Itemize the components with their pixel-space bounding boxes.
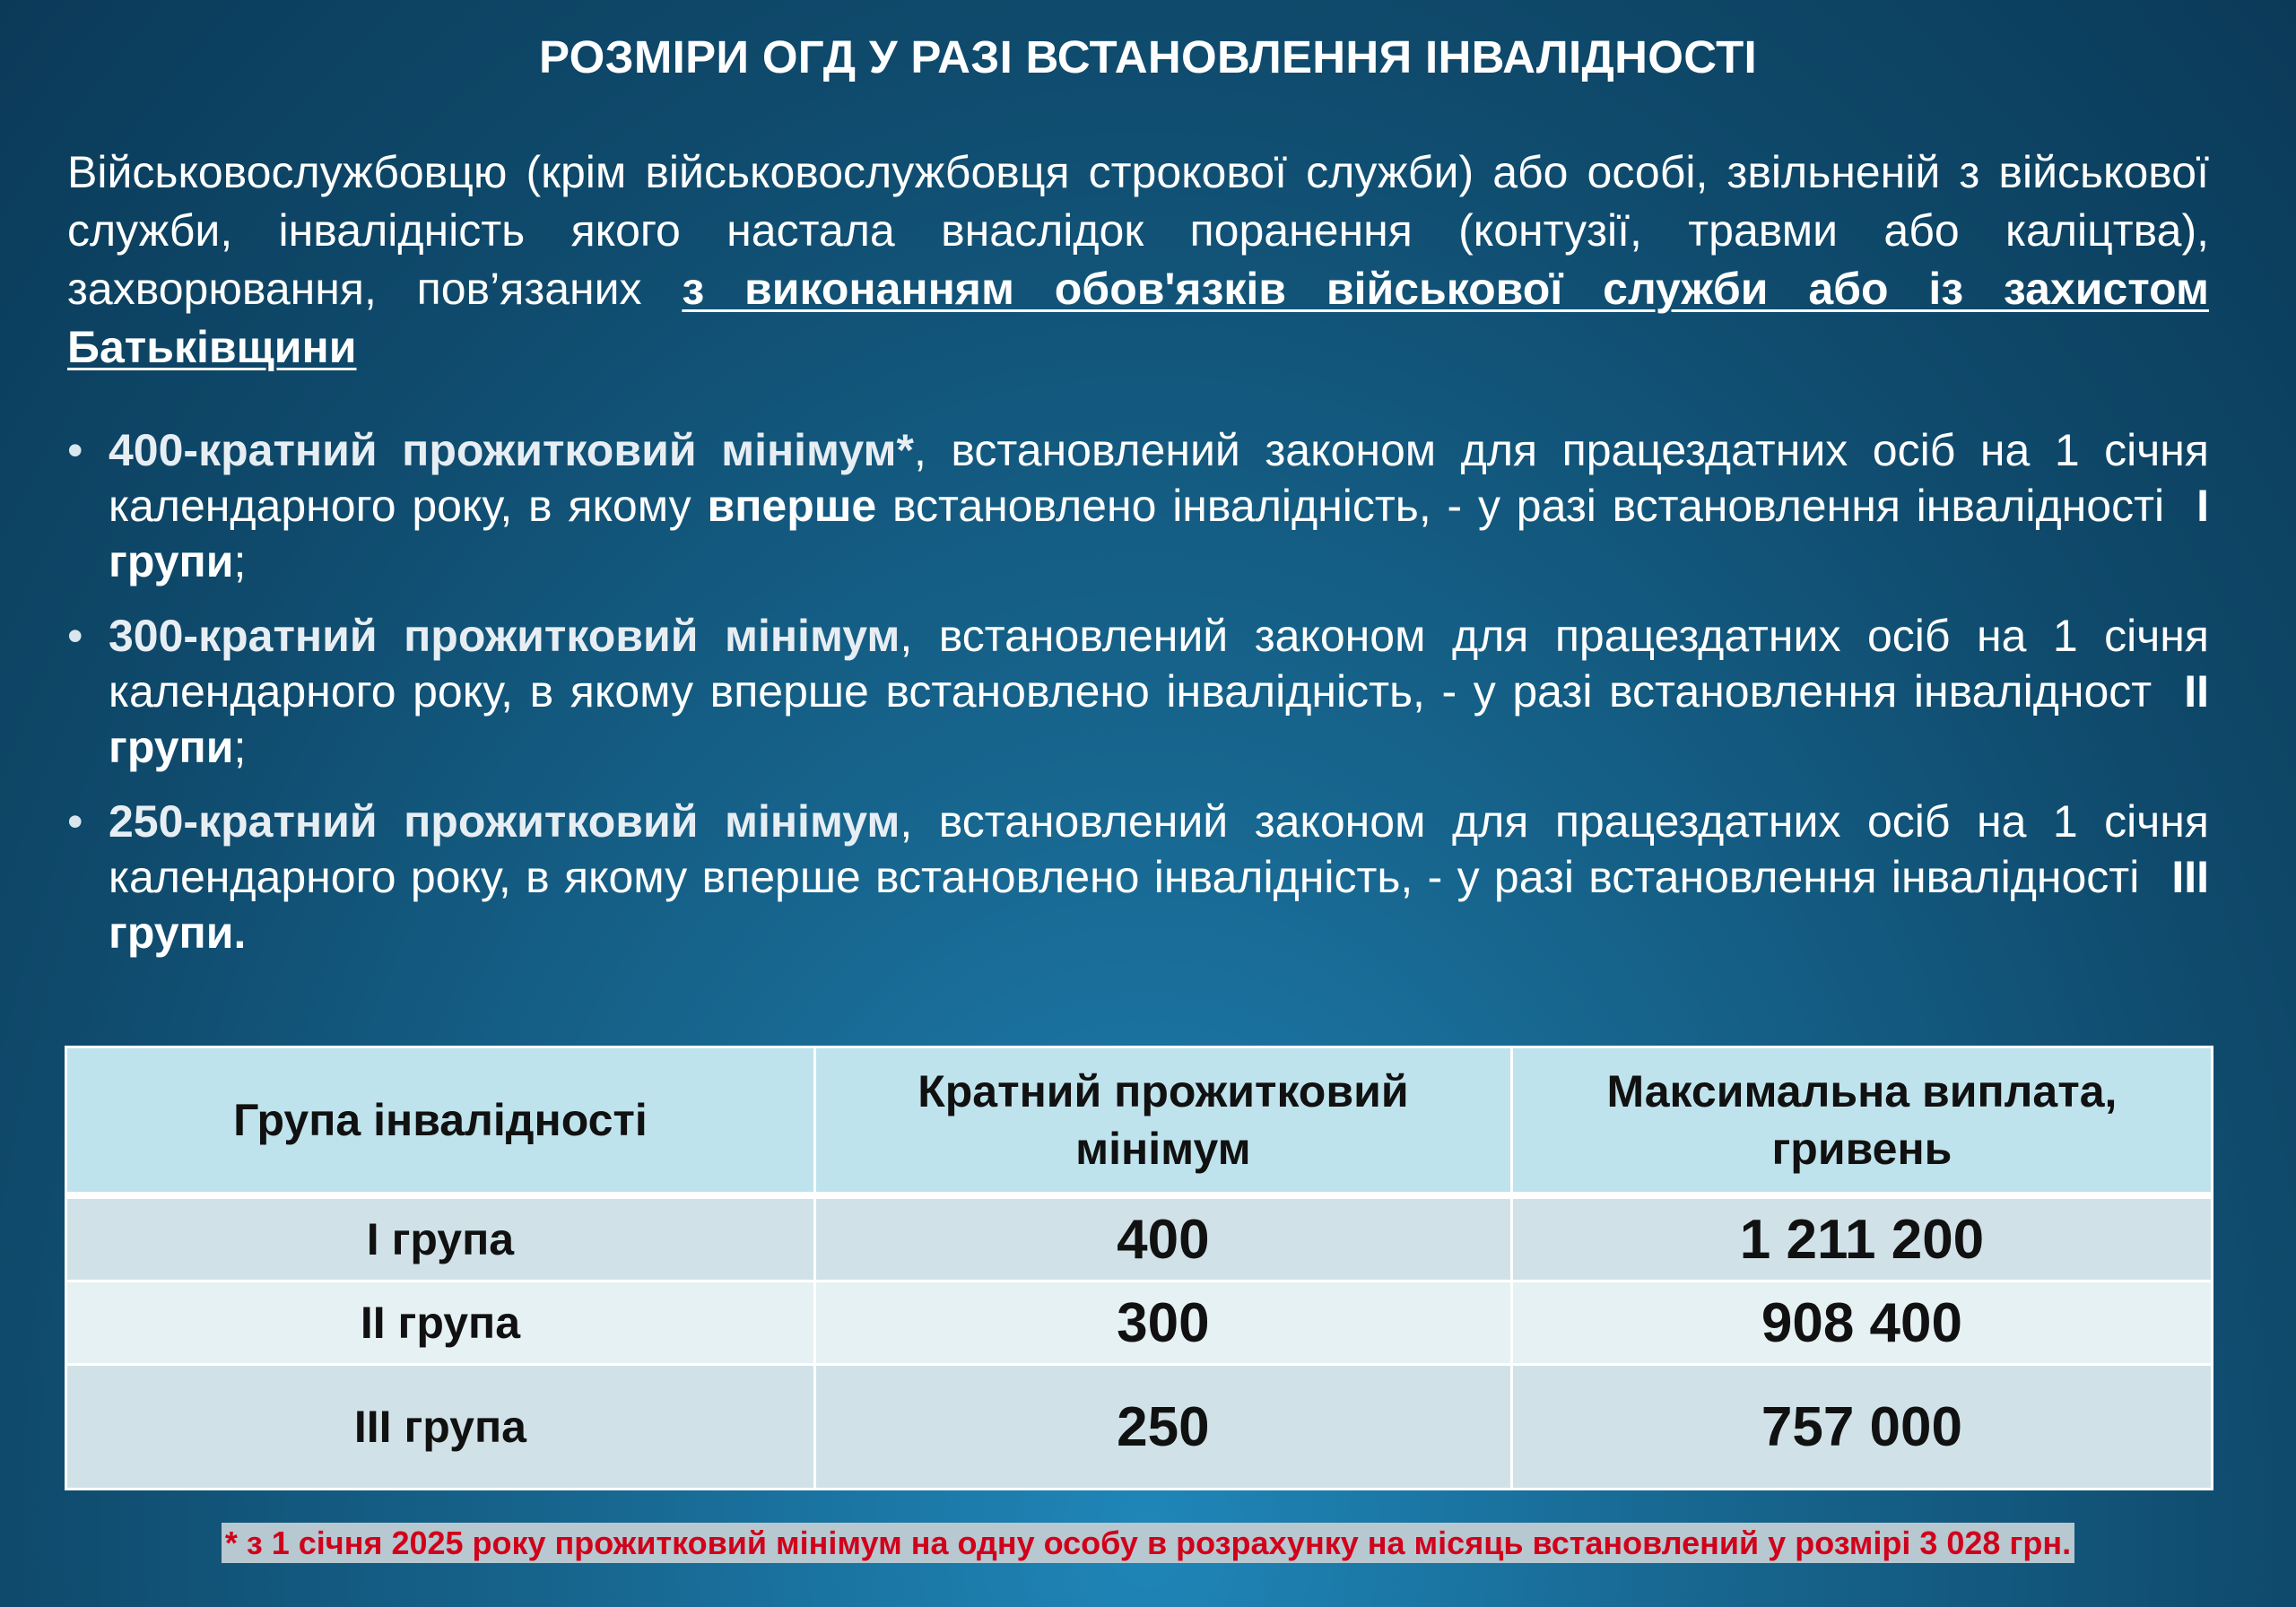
bullet-text: , встановлений законом для працездатних осіб на 1 січня календарного року, в якому вперше встановлено інвалідність, - у разі встановлення інвалідност: [109, 611, 2209, 717]
table-row: [66, 1195, 2213, 1281]
table-header-cell: Кратний прожитковий мінімум: [814, 1047, 1511, 1196]
bullet-group: ІІ групи: [109, 666, 2209, 772]
footnote: [0, 1524, 2296, 1562]
table-cell-amount: 1 211 200: [1511, 1195, 2212, 1281]
bullet-lead: 400-кратний прожитковий мінімум*: [109, 425, 914, 475]
table-cell-group: ІІІ група: [66, 1365, 815, 1490]
table-header-cell: Група інвалідності: [66, 1047, 815, 1196]
table-cell-amount: 908 400: [1511, 1281, 2212, 1365]
table-cell-amount: 757 000: [1511, 1365, 2212, 1490]
footnote-text: * з 1 січня 2025 року прожитковий мінімум на одну особу в розрахунку на місяць встановлений у розмірі 3 028 грн.: [222, 1523, 2074, 1563]
table-row: [66, 1365, 2213, 1490]
table-header-row: [66, 1047, 2213, 1196]
payment-table: [65, 1046, 2213, 1490]
table-header-cell: Максимальна виплата, гривень: [1511, 1047, 2212, 1196]
table-cell-group: І група: [66, 1195, 815, 1281]
table-cell-multiplier: 300: [814, 1281, 1511, 1365]
intro-text: Військовослужбовцю (крім військовослужбовця строкової служби) або особі, звільненій з військової служби, інвалідність якого настала внаслідок поранення (контузії, травми або каліцтва), захворювання, пов’язаних: [67, 147, 2209, 314]
bullet-lead: 250-кратний прожитковий мінімум: [109, 796, 900, 847]
bullet-bold-word: вперше: [707, 481, 877, 531]
table-cell-multiplier: 250: [814, 1365, 1511, 1490]
bullet-end: ;: [233, 722, 247, 772]
bullet-lead: 300-кратний прожитковий мінімум: [109, 611, 900, 661]
bullet-item-group-1: [67, 422, 2209, 589]
bullet-group: ІІІ групи.: [109, 852, 2209, 958]
bullet-text: , встановлений законом для працездатних осіб на 1 січня календарного року, в якому: [109, 425, 2209, 531]
bullet-text: , встановлений законом для працездатних осіб на 1 січня календарного року, в якому вперше встановлено інвалідність, - у разі встановлення інвалідності: [109, 796, 2209, 902]
table-cell-group: ІІ група: [66, 1281, 815, 1365]
bullet-item-group-3: [67, 794, 2209, 960]
table-row: [66, 1281, 2213, 1365]
bullet-group: І групи: [109, 481, 2210, 586]
intro-paragraph: [67, 143, 2209, 377]
bullet-end: ;: [233, 536, 247, 586]
bullet-text-cont: встановлено інвалідність, - у разі встановлення інвалідності: [876, 481, 2165, 531]
table-cell-multiplier: 400: [814, 1195, 1511, 1281]
intro-emphasis: з виконанням обов'язків військової служби або із захистом Батьківщини: [67, 264, 2209, 372]
page-title: РОЗМІРИ ОГД У РАЗІ ВСТАНОВЛЕННЯ ІНВАЛІДНОСТІ: [538, 31, 1757, 83]
bullet-item-group-2: [67, 608, 2209, 775]
bullet-list: [67, 422, 2209, 979]
